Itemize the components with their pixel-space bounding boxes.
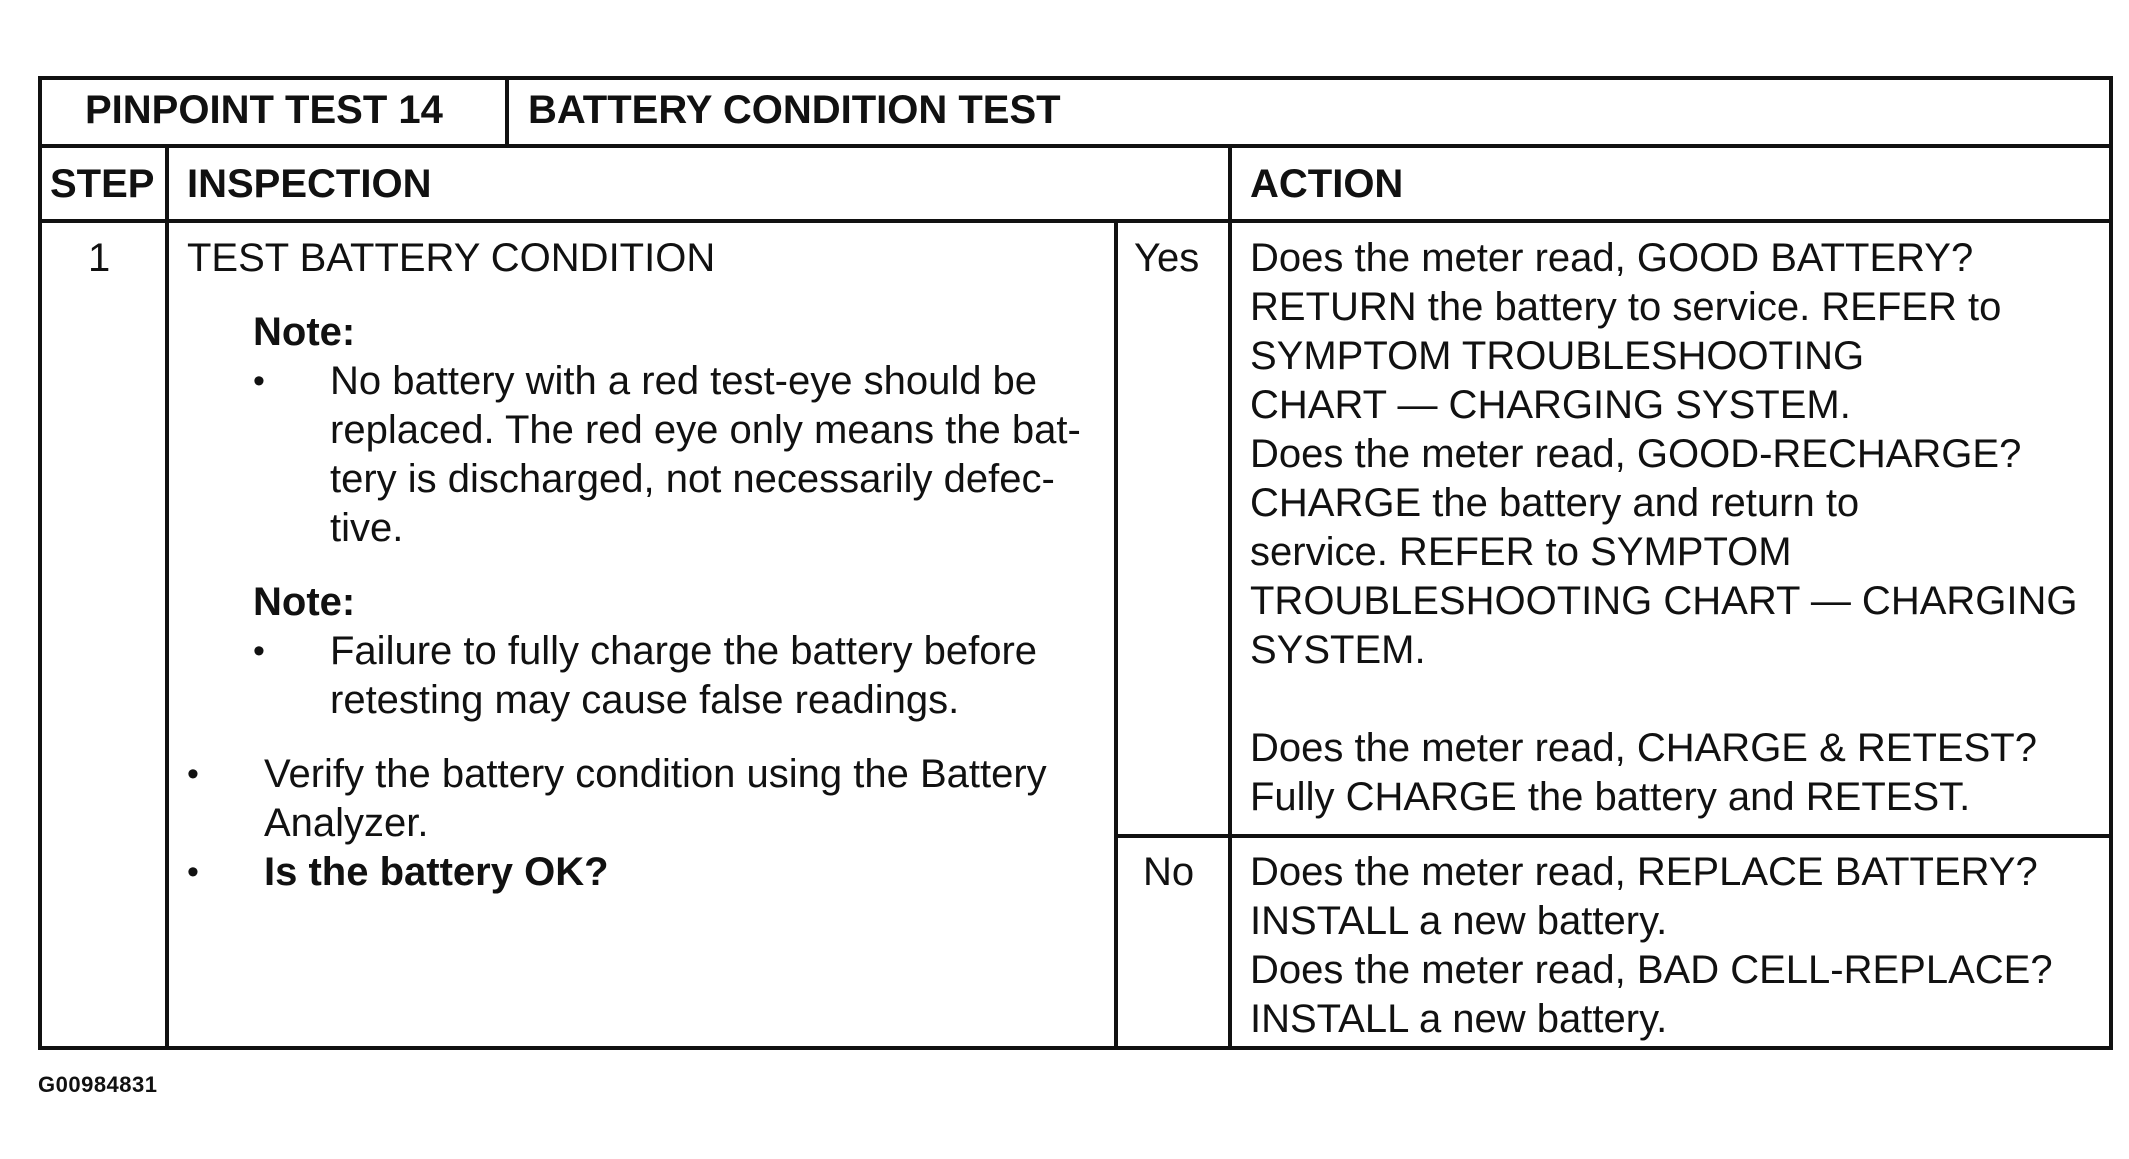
test-number: PINPOINT TEST 14 xyxy=(85,88,443,132)
note-2-line: Failure to fully charge the battery before xyxy=(330,629,1038,673)
note-2-bullet: • xyxy=(253,632,265,670)
inspection-column-header: INSPECTION xyxy=(187,162,432,206)
yes-action-line: service. REFER to SYMPTOM xyxy=(1250,530,1792,574)
no-action-line: INSTALL a new battery. xyxy=(1250,997,1668,1041)
note-1-line: replaced. The red eye only means the bat- xyxy=(330,408,1081,452)
yes-no-column-line xyxy=(1114,219,1118,1050)
no-action-line: Does the meter read, REPLACE BATTERY? xyxy=(1250,850,2038,894)
note-1-bullet: • xyxy=(253,362,265,400)
no-label: No xyxy=(1143,850,1195,894)
column-header-divider xyxy=(38,219,2113,223)
yes-action-line: RETURN the battery to service. REFER to xyxy=(1250,285,2002,329)
no-action-line: INSTALL a new battery. xyxy=(1250,899,1668,943)
note-1-line: No battery with a red test-eye should be xyxy=(330,359,1038,403)
step-title: TEST BATTERY CONDITION xyxy=(187,236,716,280)
yes-action-line: Fully CHARGE the battery and RETEST. xyxy=(1250,775,1971,819)
yes-action-line: Does the meter read, GOOD BATTERY? xyxy=(1250,236,1974,280)
yes-no-divider xyxy=(1114,834,2113,838)
yes-action-line: Does the meter read, GOOD-RECHARGE? xyxy=(1250,432,2022,476)
header-split-line xyxy=(505,76,509,146)
question-bullet: • xyxy=(187,853,199,891)
yes-action-line: CHARGE the battery and return to xyxy=(1250,481,1860,525)
note-2-line: retesting may cause false readings. xyxy=(330,678,960,722)
yes-action-line: SYSTEM. xyxy=(1250,628,1426,672)
action-column-header: ACTION xyxy=(1250,162,1404,206)
note-1-label: Note: xyxy=(253,310,356,354)
test-title: BATTERY CONDITION TEST xyxy=(528,88,1061,132)
note-2-label: Note: xyxy=(253,580,356,624)
yes-action-line: SYMPTOM TROUBLESHOOTING xyxy=(1250,334,1865,378)
yes-action-line: CHART — CHARGING SYSTEM. xyxy=(1250,383,1851,427)
yes-action-line: Does the meter read, CHARGE & RETEST? xyxy=(1250,726,2037,770)
figure-code: G00984831 xyxy=(38,1072,158,1097)
verify-line: Verify the battery condition using the Battery xyxy=(264,752,1047,796)
yes-label: Yes xyxy=(1134,236,1200,280)
verify-bullet: • xyxy=(187,755,199,793)
action-column-line xyxy=(1228,144,1232,1050)
header-divider xyxy=(38,144,2113,148)
no-action-line: Does the meter read, BAD CELL-REPLACE? xyxy=(1250,948,2053,992)
yes-action-line: TROUBLESHOOTING CHART — CHARGING xyxy=(1250,579,2078,623)
verify-line: Analyzer. xyxy=(264,801,429,845)
note-1-line: tive. xyxy=(330,506,404,550)
step-number: 1 xyxy=(88,236,111,280)
step-column-header: STEP xyxy=(50,162,155,206)
note-1-line: tery is discharged, not necessarily defec- xyxy=(330,457,1055,501)
question-text: Is the battery OK? xyxy=(264,850,609,894)
step-column-line xyxy=(165,144,169,1050)
